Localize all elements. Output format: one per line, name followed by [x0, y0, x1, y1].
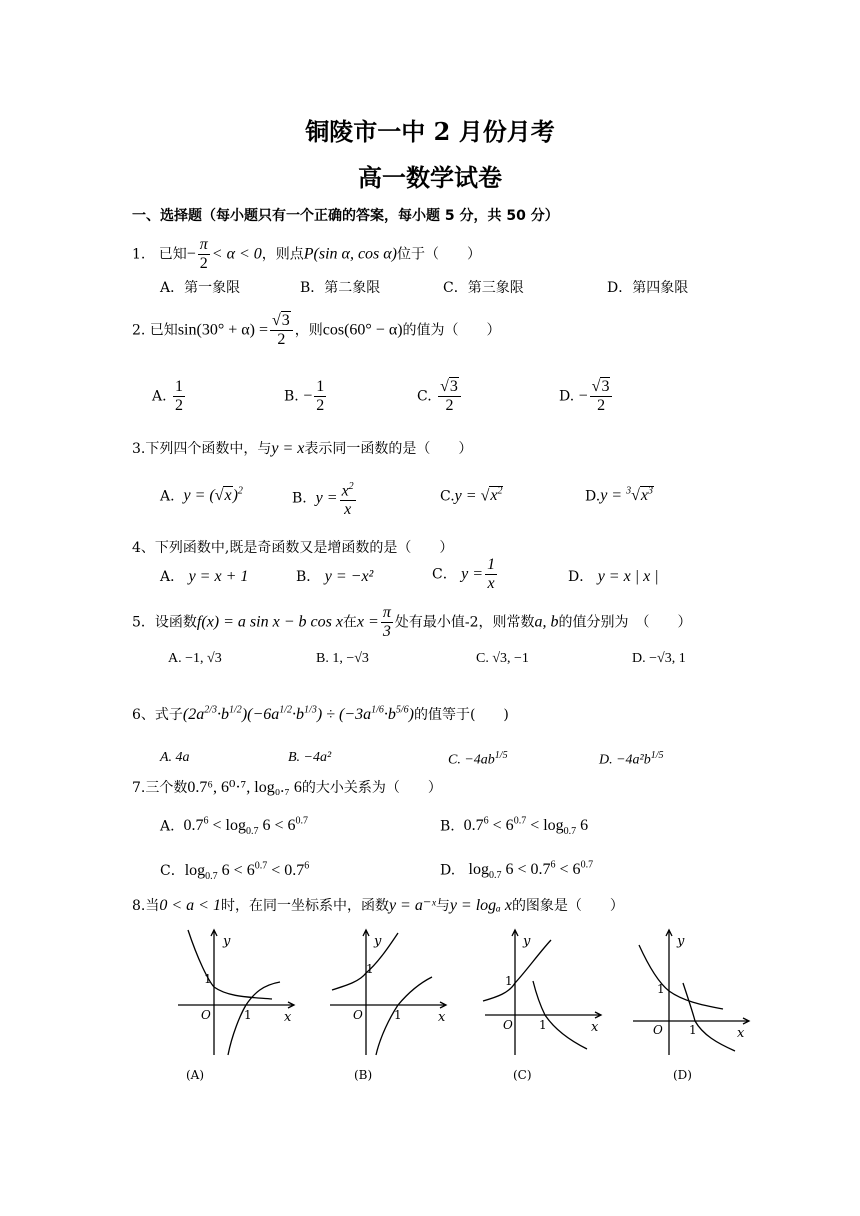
- q1-option-c: C．第三象限: [443, 280, 524, 296]
- q1-point: P(sin α, cos α): [303, 245, 397, 263]
- graph-a-caption: (A): [186, 1068, 205, 1082]
- q2-tail: 的值为（ ）: [402, 322, 501, 339]
- q6-lead: 6、式子: [132, 707, 183, 723]
- q7-option-b: B. $0.7^6 < 6^{0.7} < \log_{0.7} 6$: [440, 816, 589, 838]
- q1-prefix: 已知: [158, 246, 187, 263]
- q6-option-c: C. $-4ab^{1/5}$: [448, 750, 508, 768]
- question-1: 1. 已知− $\frac{\pi}{2}$ < α < 0，则点P(sin α, cos α)位于（ ）: [132, 236, 481, 272]
- q4-option-c: C． y = $\frac{1}{x}$: [432, 556, 496, 592]
- q1-option-a: A．第一象限: [160, 280, 241, 296]
- q6-option-d: D. $-4a^2b^{1/5}$: [599, 750, 664, 768]
- svg-text:x: x: [438, 1010, 446, 1025]
- q7-option-d: D. $\log_{0.7} 6 < 0.7^6 < 6^{0.7}$: [440, 860, 594, 882]
- q4-option-b: B． y = −x²: [296, 568, 374, 585]
- q5-lead: 5．设函数: [132, 614, 197, 631]
- q5-function: f(x) = a sin x − b cos x: [196, 613, 343, 631]
- svg-text:1: 1: [394, 1008, 402, 1022]
- q6-tail: 的值等于( ): [413, 707, 509, 723]
- svg-text:O: O: [353, 1008, 363, 1022]
- q5-option-d: D. −√3, 1: [632, 651, 686, 666]
- svg-text:O: O: [503, 1018, 513, 1032]
- svg-text:1: 1: [204, 972, 212, 986]
- q5-option-c: C. √3, −1: [476, 651, 529, 666]
- q7-lead: 7.三个数: [132, 780, 188, 796]
- q3-tail: 表示同一函数的是（ ）: [304, 441, 473, 457]
- q1-condition: < α < 0: [211, 245, 262, 263]
- q2-option-a: A. $\frac{1}{2}$: [152, 378, 184, 414]
- svg-text:y: y: [223, 934, 231, 949]
- q6-option-b: B. −4a²: [288, 750, 332, 765]
- question-2: 2. 已知sin(30° + α) = $\frac{√3}{2}$ ，则cos(60° − α)的值为（ ）: [132, 312, 501, 348]
- q7-tail: 的大小关系为（ ）: [301, 780, 442, 796]
- svg-text:O: O: [653, 1023, 663, 1037]
- q3-expr: y = x: [271, 440, 305, 457]
- svg-text:y: y: [677, 934, 685, 949]
- svg-text:y: y: [523, 934, 531, 949]
- section-heading: 一、选择题（每小题只有一个正确的答案，每小题 5 分，共 50 分）: [132, 208, 559, 224]
- exam-subtitle: 高一数学试卷: [358, 163, 502, 192]
- q3-option-d: $D.y = ^3√x^3$: [585, 486, 653, 505]
- svg-text:1: 1: [689, 1023, 697, 1037]
- svg-text:x: x: [284, 1010, 292, 1025]
- svg-text:x: x: [737, 1026, 745, 1041]
- graph-a: [168, 925, 298, 1060]
- q3-option-a: A. $y = (√x)^2$: [160, 486, 243, 505]
- q2-option-c: C. $\frac{√3}{2}$: [417, 378, 463, 415]
- q1-tail: 位于（ ）: [397, 246, 481, 263]
- q3-lead: 3.下列四个函数中，与: [132, 441, 272, 457]
- q7-option-c: C．$\log_{0.7} 6 < 6^{0.7} < 0.7^6$: [160, 860, 310, 883]
- q8-condition: 0 < a < 1: [159, 897, 221, 914]
- q1-option-b: B．第二象限: [300, 280, 381, 296]
- q5-option-b: B. 1, −√3: [316, 651, 369, 666]
- graph-d: [625, 925, 755, 1060]
- q1-number: 1.: [132, 246, 146, 263]
- question-6: 6、式子$(2a^{2/3}\cdot b^{1/2})(-6a^{1/2}\cdot b^{1/3}) \div (-3a^{1/6}\cdot b^{5/6})$的值等于( ): [132, 704, 509, 723]
- q7-numbers: 0.7⁶, 6⁰·⁷, log₀.₇ 6: [187, 779, 302, 796]
- q6-option-a: A. 4a: [160, 750, 190, 765]
- svg-text:1: 1: [657, 982, 665, 996]
- svg-text:O: O: [201, 1008, 211, 1022]
- q3-option-b: B. y = $\frac{x^2}{x}$: [292, 478, 358, 519]
- graph-d-caption: (D): [673, 1068, 692, 1082]
- q3-option-c: $C.y = √x^2$: [440, 486, 503, 505]
- svg-text:1: 1: [366, 962, 374, 976]
- q2-option-d: D. − $\frac{√3}{2}$: [559, 378, 614, 415]
- q2-lead: 2. 已知: [132, 322, 178, 339]
- graph-b-caption: (B): [354, 1068, 373, 1082]
- q4-option-a: A． y = x + 1: [160, 568, 249, 585]
- q2-option-b: B. − $\frac{1}{2}$: [284, 378, 325, 414]
- q4-option-d: D． y = x | x |: [568, 568, 659, 585]
- exam-title: 铜陵市一中 2 月份月考: [305, 117, 555, 146]
- q2-rhs: cos(60° − α): [322, 321, 403, 339]
- q2-lhs: sin(30° + α) =: [177, 321, 268, 339]
- question-5: 5．设函数f(x) = a sin x − b cos x在x = $\frac{\pi}{3}$ 处有最小值-2，则常数a, b的值分别为 （ ）: [132, 604, 692, 640]
- graph-c-caption: (C): [513, 1068, 532, 1082]
- graph-b: [320, 925, 450, 1060]
- q1-option-d: D．第四象限: [607, 280, 689, 296]
- question-4: 4、下列函数中,既是奇函数又是增函数的是（ ）: [132, 540, 454, 556]
- question-3: [132, 438, 472, 458]
- q7-option-a: A. $0.7^6 < \log_{0.7} 6 < 6^{0.7}$: [160, 816, 308, 838]
- svg-text:1: 1: [244, 1008, 252, 1022]
- graph-c: [475, 925, 605, 1060]
- question-8: 8.当0 < a < 1时，在同一坐标系中，函数y = a⁻ˣ与y = logₐ x的图象是（ ）: [132, 897, 624, 914]
- q8-function-1: y = a⁻ˣ: [388, 897, 436, 914]
- question-7: [132, 777, 442, 797]
- svg-text:y: y: [374, 934, 382, 949]
- svg-text:1: 1: [505, 974, 513, 988]
- q5-option-a: A. −1, √3: [168, 651, 222, 666]
- q1-text: ，则点: [261, 246, 304, 263]
- svg-text:1: 1: [539, 1018, 547, 1032]
- svg-text:x: x: [591, 1020, 599, 1035]
- q8-function-2: y = logₐ x: [449, 897, 512, 914]
- q2-mid: ，则: [294, 322, 323, 339]
